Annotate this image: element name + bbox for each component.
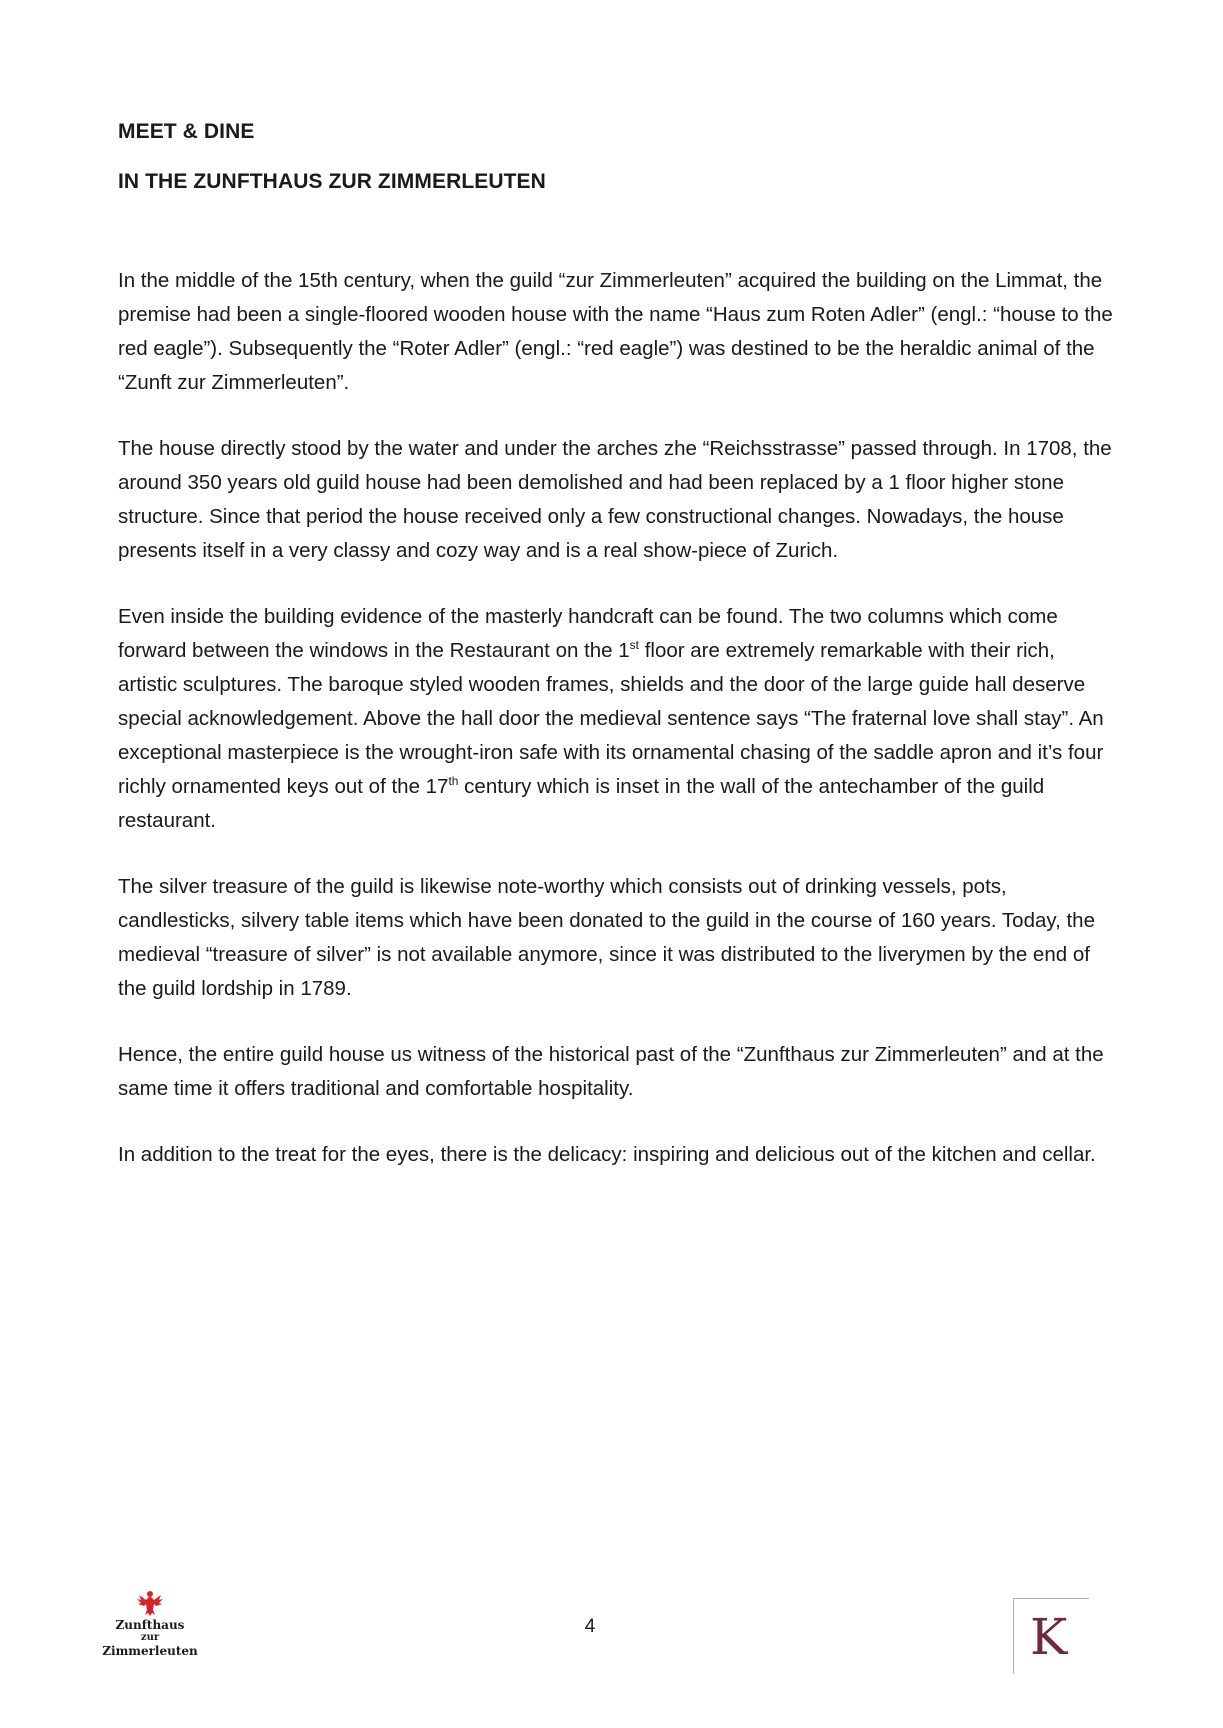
logo-line-1: Zunfthaus [115, 1618, 185, 1632]
k-logo-letter: K [1030, 1608, 1068, 1666]
paragraph-interior-part-b: floor are extremely remarkable with their rich, artistic sculptures. The baroque styled wooden frames, shields and the door of the large guide hall deserve special acknowledgement. Above the hall door the medieval sentence says “The fraternal love shall stay”. An exceptional masterpiece is the wrought-iron safe with its ornamental chasing of the saddle apron and it’s four richly ornamented keys out of the 17 [118, 639, 1104, 798]
paragraph-interior-part-a: Even inside the building evidence of the masterly handcraft can be found. The two columns which come forward between the windows in the Restaurant on the 1 [118, 605, 1058, 662]
zunfthaus-logo-text [100, 1618, 200, 1658]
paragraph-history: In the middle of the 15th century, when the guild “zur Zimmerleuten” acquired the building on the Limmat, the premise had been a single-floored wooden house with the name “Haus zum Roten Adler” (engl.: “house to the red eagle”). Subsequently the “Roter Adler” (engl.: “red eagle”) was destined to be the heraldic animal of the “Zunft zur Zimmerleuten”. [118, 269, 1113, 394]
paragraph-house: The house directly stood by the water and under the arches zhe “Reichsstrasse” passed through. In 1708, the around 350 years old guild house had been demolished and had been replaced by a 1 floor higher stone structure. Since that period the house received only a few constructional changes. Nowadays, the house presents itself in a very classy and cozy way and is a real show-piece of Zurich. [118, 437, 1112, 562]
paragraph-silver: The silver treasure of the guild is likewise note-worthy which consists out of drinking vessels, pots, candlesticks, silvery table items which have been donated to the guild in the course of 160 years. Today, the medieval “treasure of silver” is not available anymore, since it was distributed to the liverymen by the end of the guild lordship in 1789. [118, 875, 1095, 1000]
heading-zunfthaus: IN THE ZUNFTHAUS ZUR ZIMMERLEUTEN [118, 170, 546, 193]
paragraph-interior [118, 600, 1118, 838]
logo-line-3: Zimmerleuten [102, 1644, 198, 1658]
paragraph-delicacy: In addition to the treat for the eyes, there is the delicacy: inspiring and delicious out of the kitchen and cellar. [118, 1143, 1096, 1166]
heading-meet-and-dine: MEET & DINE [118, 120, 255, 143]
paragraph-hospitality: Hence, the entire guild house us witness of the historical past of the “Zunfthaus zur Zimmerleuten” and at the same time it offers traditional and comfortable hospitality. [118, 1043, 1104, 1100]
superscript-st: st [629, 638, 640, 653]
zunfthaus-logo [100, 1588, 200, 1668]
document-content [118, 118, 1118, 1204]
page-number: 4 [584, 1616, 596, 1637]
paragraph-interior-part-c: century which is inset in the wall of the antechamber of the guild restaurant. [118, 775, 1045, 832]
k-logo [1013, 1598, 1089, 1674]
red-eagle-icon [135, 1588, 165, 1618]
logo-line-2: zur [140, 1632, 160, 1643]
superscript-th: th [448, 774, 459, 789]
